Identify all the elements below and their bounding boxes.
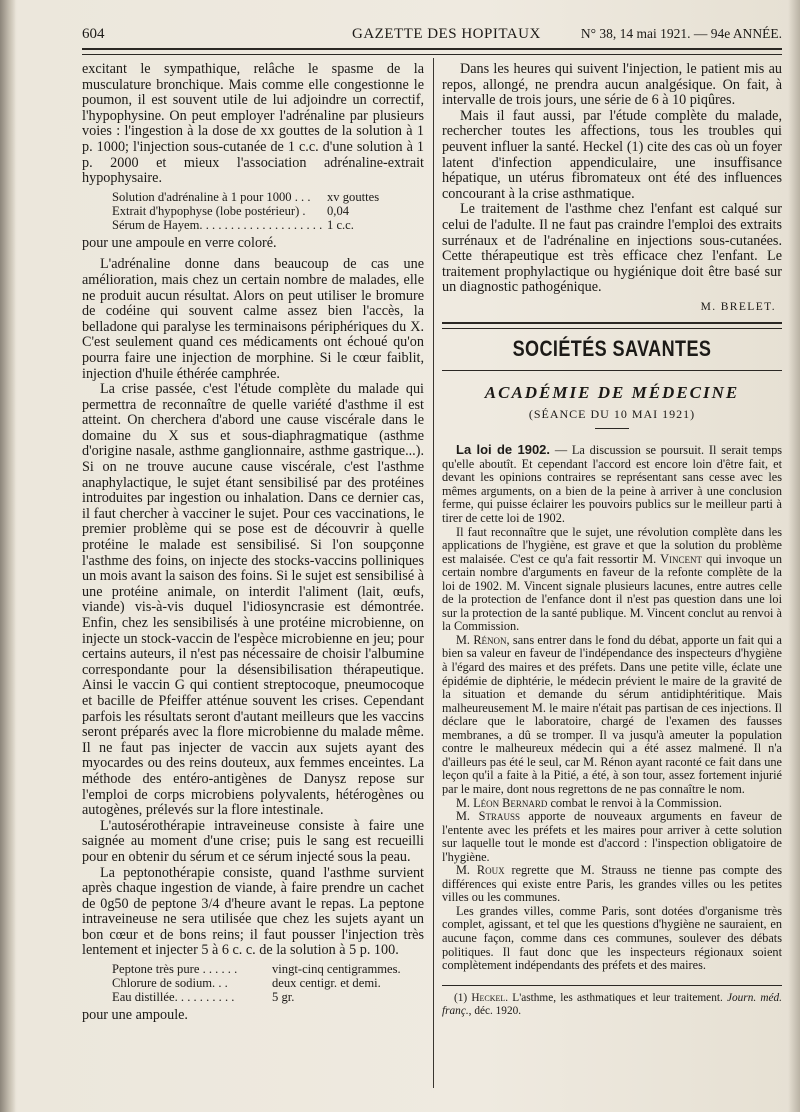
issue-info: N° 38, 14 mai 1921. — 94e ANNÉE. xyxy=(580,26,782,41)
ingredient: Eau distillée. . . . . . . . . . xyxy=(112,990,235,1005)
paragraph: excitant le sympathique, relâche le spasme de la musculature bronchique. Mais comme elle congestionne le poumon, il est souvent utile de lui adjoindre un correctif, l'hypophysine. On peut employer l'adrénaline par plusieurs voies : l'ingestion à la dose de xx gouttes de la solution à 1 p. 1000; l'injection sous-cutanée de 1 c.c. d'une solution à 1 p. 2000 et mieux l'association adrénaline-extrait hypophysaire. xyxy=(82,61,424,187)
journal-title: GAZETTE DES HOPITAUX xyxy=(352,26,541,42)
ingredient: Solution d'adrénaline à 1 pour 1000 . . . xyxy=(112,189,311,204)
dose: xv gouttes xyxy=(327,189,380,204)
paragraph-text: combat le renvoi à la Commission. xyxy=(547,795,722,810)
paragraph xyxy=(442,797,782,811)
dose: vingt-cinq centigrammes. xyxy=(272,962,401,977)
prescription-row xyxy=(112,218,424,232)
article-lead: La loi de 1902. xyxy=(456,442,551,458)
paragraph: L'adrénaline donne dans beaucoup de cas une amélioration, mais chez un certain nombre de malades, elle ne produit aucun résultat. Alors on peut utiliser le bromure de codéine qui souvent calme assez bien l'accès, la belladone qui paralyse les terminaisons périphériques du X. C'est seulement quand ces médicaments ont échoué qu'on pourra faire une injection de morphine. Si le cœur faiblit, injection d'huile éthérée camphrée. xyxy=(82,256,424,382)
short-divider xyxy=(595,428,629,429)
prescription-1 xyxy=(82,190,424,232)
left-column xyxy=(82,62,424,1024)
paragraph: Le traitement de l'asthme chez l'enfant est calqué sur celui de l'adulte. Il ne faut pas craindre l'emploi des extraits surrénaux et de l'adrénaline en injections sous-cutanées. Cette thérapeutique est très efficace chez l'enfant. Le traitement prophylactique ou hygiénique doit être basé sur un diagnostic pathogénique. xyxy=(442,201,782,296)
paragraph xyxy=(442,864,782,905)
section-rule xyxy=(442,322,782,329)
ingredient: Chlorure de sodium. . . xyxy=(112,976,228,991)
prescription-row xyxy=(112,976,424,990)
paragraph: L'autosérothérapie intraveineuse consiste à faire une saignée au moment d'une crise; puis le sang est recueilli pour en obtenir du sérum et ce sérum injecté sous la peau. xyxy=(82,817,424,865)
section-title: SOCIÉTÉS SAVANTES xyxy=(512,335,712,361)
prescription-row xyxy=(112,190,424,204)
session-report xyxy=(442,443,782,972)
running-header xyxy=(82,26,782,46)
speaker-name: M. Roux xyxy=(456,863,505,878)
dose: 5 gr. xyxy=(272,990,295,1005)
footnote-text: L'asthme, les asthmatiques et leur traitement. xyxy=(508,991,727,1004)
footnote xyxy=(442,992,782,1018)
right-column xyxy=(442,62,782,1018)
paragraph: Mais il faut aussi, par l'étude complète du malade, rechercher toutes les affections, tous les troubles qui peuvent influer la santé. Heckel (1) cite des cas où un foyer latent d'infection appendiculaire, une insuffisance hépatique, un utérus fibromateux ont été des influences concourant à la crise asthmatique. xyxy=(442,107,782,202)
paragraph: Dans les heures qui suivent l'injection, le patient mis au repos, allongé, ne prendra aucun analgésique. On fait, à intervalle de trois jours, une série de 6 à 10 piqûres. xyxy=(442,61,782,109)
paragraph xyxy=(442,634,782,797)
prescription-row xyxy=(112,962,424,976)
paragraph: La peptonothérapie consiste, quand l'asthme survient après chaque ingestion de viande, à faire prendre un cachet de 0g50 de peptone 3/4 d'heure avant le repas. La peptone intraveineuse ne sera utilisée que chez les sujets ayant un bon cœur et de bons reins; il faut pousser l'injection très lentement et injecter 5 à 6 c. c. de la solution à 5 p. 100. xyxy=(82,864,424,959)
footnote-journal: Journ. méd. franç. xyxy=(442,991,783,1017)
prescription-2 xyxy=(82,962,424,1004)
binding-shadow xyxy=(0,0,16,1112)
paragraph-text: regrette que M. Strauss ne tienne pas compte des différences qui existe entre Paris, les grandes villes ou les petites villes ou les communes. xyxy=(442,863,782,905)
paragraph-text: apporte de nouveaux arguments en faveur de l'entente avec les préfets et les maires pour arriver à cette solution sur laquelle tout le monde est d'accord : l'inspection obligatoire de l'hygiène. xyxy=(442,809,782,864)
speaker-name: M. Vincent xyxy=(642,551,702,566)
header-rule xyxy=(82,48,782,55)
ingredient: Peptone très pure . . . . . . xyxy=(112,962,238,977)
speaker-name: M. Rénon xyxy=(456,632,507,647)
column-separator xyxy=(433,58,434,1088)
dose: 1 c.c. xyxy=(327,217,354,232)
ingredient: Extrait d'hypophyse (lobe postérieur) . xyxy=(112,203,306,218)
author-signature: M. BRELET. xyxy=(700,300,776,313)
prescription-note: pour une ampoule. xyxy=(82,1007,188,1024)
paragraph xyxy=(442,443,782,525)
paragraph xyxy=(442,810,782,864)
session-date: (SÉANCE DU 10 MAI 1921) xyxy=(528,406,696,421)
paragraph-text: qui invoque un certain nombre d'arguments en faveur de la refonte complète de la loi de 1902. M. Vincent signale plusieurs lacunes, entre autres celle de la protection de l'enfance dont il n'est pas question dans une loi sur la protection de la santé publique. M. Vincent conclut au renvoi à la Commission. xyxy=(442,551,782,634)
academy-title: ACADÉMIE DE MÉDECINE xyxy=(484,383,740,403)
prescription-row xyxy=(112,990,424,1004)
footnote-author: Heckel. xyxy=(471,991,509,1004)
page-number: 604 xyxy=(82,26,105,42)
footnote-text: , déc. 1920. xyxy=(468,1004,522,1017)
paragraph-text: — La discussion se poursuit. Il serait temps qu'elle aboutît. Et cependant l'accord est encore loin d'être fait, et devant les opinions contraires se représentant sans cesse avec les mêmes arguments, on a bien de la peine à arriver à une conclusion ferme, qui puisse éclairer les pouvoirs publics sur le meilleur parti à tirer de cette loi de 1902. xyxy=(442,443,783,526)
paragraph: Les grandes villes, comme Paris, sont dotées d'organisme très complet, agissant, et tel que les questions d'hygiène ne sauraient, en aucune façon, comme dans ces communes, soulever des débats politiques. Il faut donc que les inspecteurs régionaux soient complètement indépendants des préfets et des maires. xyxy=(442,903,782,973)
section-underline xyxy=(442,370,782,371)
dose: 0,04 xyxy=(327,203,350,218)
footnote-marker: (1) xyxy=(454,991,472,1004)
prescription-row xyxy=(112,204,424,218)
dose: deux centigr. et demi. xyxy=(272,976,381,991)
speaker-name: M. Léon Bernard xyxy=(456,795,548,810)
speaker-name: M. Strauss xyxy=(456,809,520,824)
prescription-note: pour une ampoule en verre coloré. xyxy=(82,234,277,251)
paragraph-text: Il faut reconnaître que le sujet, une révolution complète dans les applications de l'hygiène, est grave et que la solution du problème est malaisée. C'est ce qu'a fait ressortir xyxy=(442,524,782,566)
footnote-rule xyxy=(442,985,782,986)
paragraph xyxy=(442,526,782,634)
ingredient: Sérum de Hayem. . . . . . . . . . . . . . . . . . . . xyxy=(112,217,323,232)
page-edge xyxy=(788,0,800,1112)
paragraph-text: , sans entrer dans le fond du débat, apporte un fait qui a bien sa valeur en faveur de l'indépendance des inspecteurs d'hygiène à l'égard des maires et des préfets. Dans une petite ville, éclate une épidémie de diphtérie, le médecin prévient le maire de la gravité de la situation et demande du sérum antidiphtéritique. Mais malheureusement M. le maire n'était pas partisan de ces injections. Il déclare que le laboratoire, chargé de l'examen des fausses membranes, a dû se tromper. Il va jusqu'à ameuter la population contre le malheureux médecin qui a été assez malmené. Il n'a d'ailleurs pas été le seul, car M. Rénon ayant raconté ce fait dans une leçon qu'il a faite à la Pitié, a été, à son tour, assez fortement injurié par le maire, dont nous regrettons de ne pas connaître le nom. xyxy=(442,632,782,796)
paragraph: La crise passée, c'est l'étude complète du malade qui permettra de reconnaître de quelle variété d'asthme il est atteint. On cherchera d'abord une cause viscérale dans le domaine du X sus et sous-diaphragmatique (asthme d'origine nasale, asthme ganglionnaire, asthme gastrique...). Si on ne trouve aucune cause viscérale, c'est l'asthme anaphylactique, le sujet étant sensibilisé par des protéines introduites par ingestion ou inhalation. Dans ce dernier cas, il faut chercher à vacciner le sujet. Pour ces vaccinations, le premier problème qui se pose est de découvrir à quelle protéine le malade est sensibilisé. Si l'on soupçonne l'asthme des foins, on injecte des stocks-vaccins polliniques un mois avant la saison des foins. Si le sujet est sensibilisé à une protéine animale, on interdit l'aliment (lait, œufs, viande) vis-à-vis duquel l'idiosyncrasie est démontrée. Enfin, chez les sensibilisés à une protéine microbienne, on injecte un stock-vaccin de l'espèce microbienne en jeu; pour certains auteurs, il n'est pas nécessaire de choisir l'albumine correspondante pour la désensibilisation thérapeutique. Ainsi le vaccin G qui contient streptocoque, pneumocoque et bacille de Pfeiffer atténue souvent les crises. Cependant parfois les résultats seront d'autant meilleurs que les vaccins seront préparés avec la flore microbienne du malade même. Il ne faut pas injecter de vaccin aux sujets ayant des myocardes ou des reins douteux, aux femmes enceintes. La méthode des entéro-antigènes de Danysz repose sur l'emploi de corps microbiens polyvalents, hétérogènes ou autogènes, prélevés sur la flore intestinale. xyxy=(82,381,424,819)
